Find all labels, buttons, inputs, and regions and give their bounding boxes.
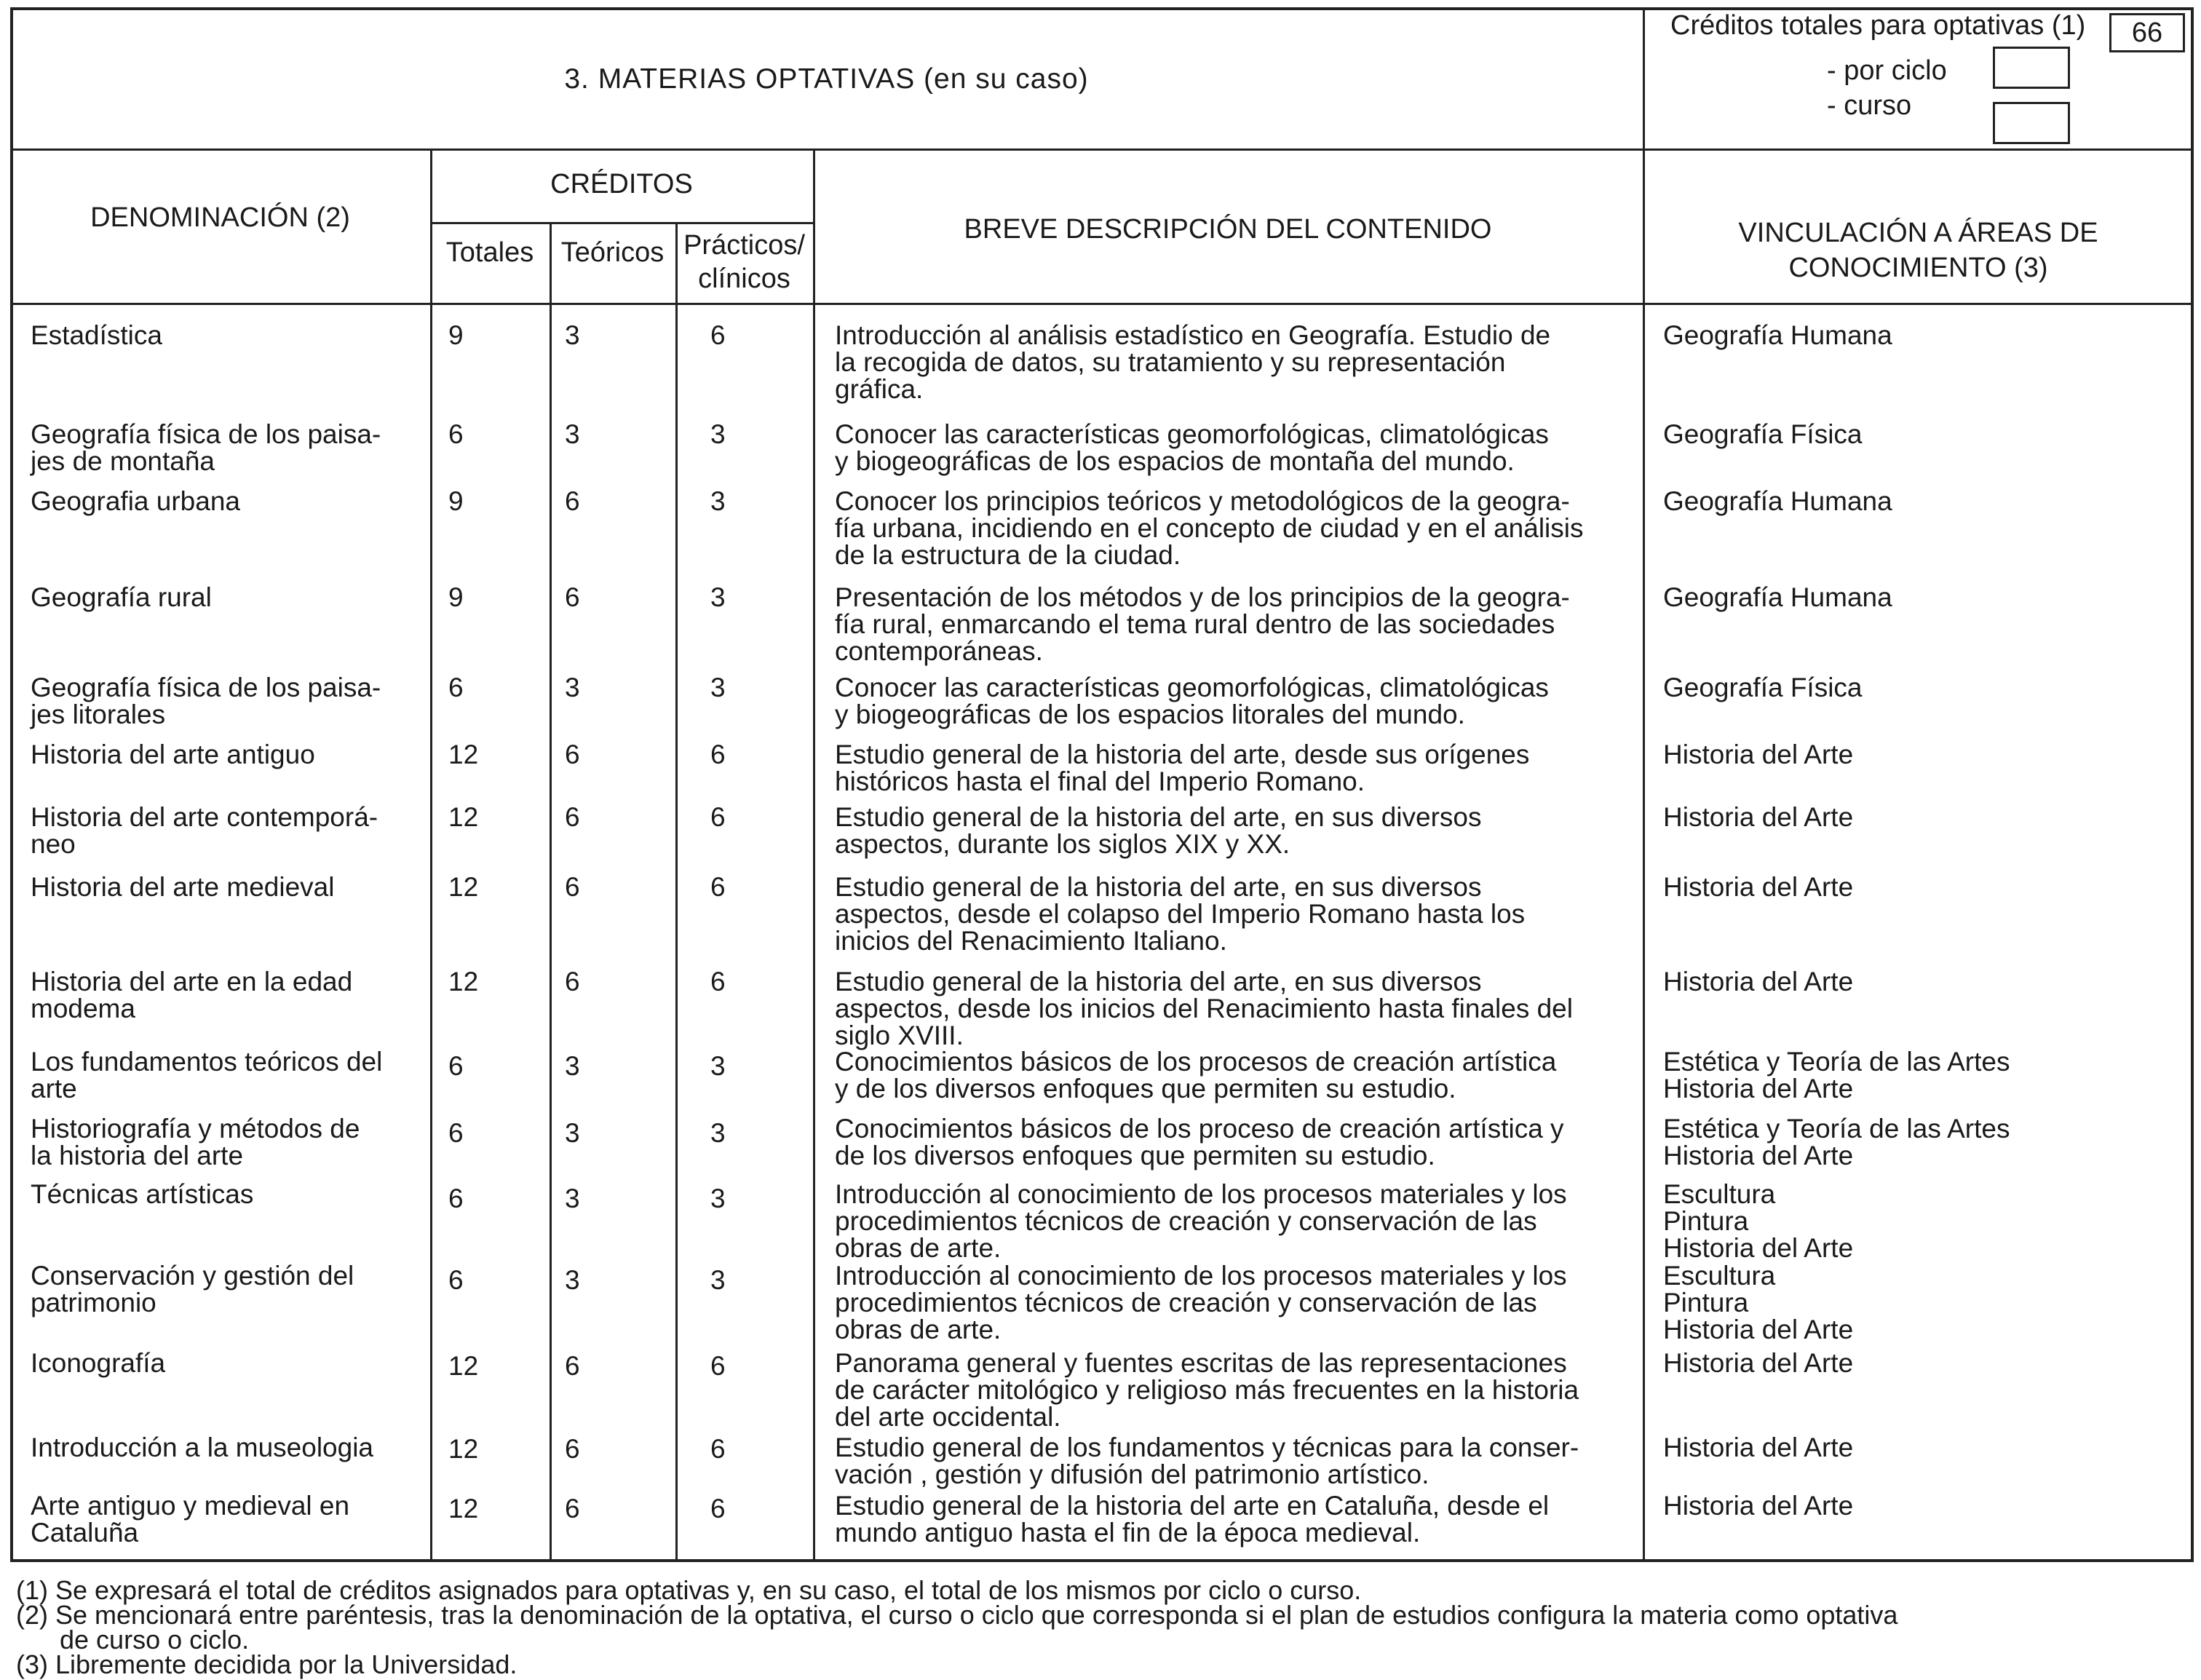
course-name-line: arte — [31, 1074, 77, 1104]
credits-practicos: 3 — [710, 1118, 726, 1148]
credits-totales: 12 — [448, 967, 479, 996]
content-description — [835, 804, 1619, 857]
col-header-vinculacion-line1: VINCULACIÓN A ÁREAS DE — [1738, 218, 2098, 248]
knowledge-areas-line: Geografía Física — [1663, 673, 1863, 702]
content-description — [835, 1181, 1619, 1261]
course-name — [31, 1262, 424, 1316]
course-name-line: Historiografía y métodos de — [31, 1114, 360, 1144]
credits-practicos: 6 — [710, 967, 726, 996]
course-name-line: jes de montaña — [31, 446, 215, 476]
course-name-line: Geografía física de los paisa- — [31, 419, 381, 449]
knowledge-areas — [1663, 804, 2173, 831]
course-name-line: Cataluña — [31, 1518, 139, 1548]
course-name-line: Geografía rural — [31, 582, 212, 612]
knowledge-areas-line: Historia del Arte — [1663, 802, 1854, 832]
knowledge-areas — [1663, 873, 2173, 900]
knowledge-areas-line: Escultura — [1663, 1261, 1776, 1291]
content-description-line: Conocimientos básicos de los procesos de creación artística — [835, 1047, 1557, 1077]
curso-label: - curso — [1827, 90, 1912, 121]
content-description-line: y biogeográficas de los espacios de montaña del mundo. — [835, 446, 1515, 476]
knowledge-areas — [1663, 1492, 2173, 1519]
content-description — [835, 1350, 1619, 1430]
course-name-line: jes litorales — [31, 700, 166, 729]
knowledge-areas — [1663, 1262, 2173, 1343]
credits-totales: 12 — [448, 1434, 479, 1464]
course-name — [31, 421, 424, 475]
credits-teoricos: 6 — [565, 802, 580, 832]
content-description-line: obras de arte. — [835, 1233, 1002, 1263]
content-description — [835, 741, 1619, 795]
knowledge-areas — [1663, 1434, 2173, 1461]
course-name — [31, 873, 424, 900]
content-description-line: Introducción al conocimiento de los procesos materiales y los — [835, 1179, 1567, 1209]
course-name-line: Introducción a la museologia — [31, 1433, 374, 1462]
knowledge-areas — [1663, 1181, 2173, 1261]
knowledge-areas — [1663, 1350, 2173, 1376]
content-description — [835, 1048, 1619, 1102]
column-header-divider — [10, 303, 2194, 305]
course-name-line: Iconografía — [31, 1348, 166, 1378]
course-name-line: modema — [31, 994, 135, 1023]
content-description — [835, 584, 1619, 665]
col-header-denominacion: DENOMINACIÓN (2) — [90, 202, 350, 233]
course-name-line: Técnicas artísticas — [31, 1179, 254, 1209]
content-description-line: mundo antiguo hasta el fin de la época medieval. — [835, 1518, 1421, 1548]
content-description-line: Conocer las características geomorfológicas, climatológicas — [835, 673, 1549, 702]
knowledge-areas-line: Historia del Arte — [1663, 872, 1854, 902]
knowledge-areas — [1663, 741, 2173, 768]
knowledge-areas — [1663, 584, 2173, 611]
knowledge-areas-line: Geografía Humana — [1663, 320, 1892, 350]
credits-practicos: 3 — [710, 582, 726, 612]
content-description-line: de los diversos enfoques que permiten su estudio. — [835, 1141, 1435, 1170]
content-description-line: la recogida de datos, su tratamiento y su representación — [835, 347, 1506, 377]
credits-teoricos: 3 — [565, 419, 580, 449]
credits-practicos: 6 — [710, 1434, 726, 1464]
knowledge-areas-line: Geografía Humana — [1663, 486, 1892, 516]
content-description-line: Estudio general de la historia del arte, en sus diversos — [835, 802, 1482, 832]
credits-teoricos: 6 — [565, 1434, 580, 1464]
content-description-line: Panorama general y fuentes escritas de las representaciones — [835, 1348, 1567, 1378]
credits-practicos: 6 — [710, 802, 726, 832]
knowledge-areas-line: Historia del Arte — [1663, 1491, 1854, 1521]
content-description-line: Estudio general de la historia del arte, en sus diversos — [835, 967, 1482, 996]
credits-total-label: Créditos totales para optativas (1) — [1670, 10, 2086, 41]
knowledge-areas-line: Pintura — [1663, 1288, 1749, 1318]
content-description-line: Introducción al análisis estadístico en Geografía. Estudio de — [835, 320, 1551, 350]
course-name-line: Historia del arte en la edad — [31, 967, 353, 996]
col-header-descripcion: BREVE DESCRIPCIÓN DEL CONTENIDO — [964, 214, 1492, 245]
content-description-line: Presentación de los métodos y de los principios de la geogra- — [835, 582, 1570, 612]
course-name — [31, 1492, 424, 1546]
content-description — [835, 421, 1619, 475]
credits-teoricos: 3 — [565, 673, 580, 702]
course-name-line: Estadística — [31, 320, 162, 350]
course-name — [31, 1350, 424, 1376]
knowledge-areas-line: Historia del Arte — [1663, 1315, 1854, 1344]
content-description-line: del arte occidental. — [835, 1402, 1061, 1432]
knowledge-areas-line: Historia del Arte — [1663, 1074, 1854, 1104]
content-description-line: de carácter mitológico y religioso más frecuentes en la historia — [835, 1375, 1579, 1405]
credits-teoricos: 6 — [565, 872, 580, 902]
content-description-line: vación , gestión y difusión del patrimonio artístico. — [835, 1459, 1429, 1489]
content-description-line: Estudio general de la historia del arte, en sus diversos — [835, 872, 1482, 902]
course-name-line: Geografia urbana — [31, 486, 240, 516]
content-description-line: aspectos, durante los siglos XIX y XX. — [835, 829, 1290, 859]
credits-teoricos: 3 — [565, 1184, 580, 1213]
content-description-line: y de los diversos enfoques que permiten su estudio. — [835, 1074, 1456, 1104]
knowledge-areas — [1663, 322, 2173, 349]
course-name-line: patrimonio — [31, 1288, 156, 1318]
content-description-line: siglo XVIII. — [835, 1021, 964, 1050]
knowledge-areas-line: Historia del Arte — [1663, 740, 1854, 769]
credits-totales: 12 — [448, 802, 479, 832]
course-name — [31, 804, 424, 857]
col-divider-name — [430, 148, 432, 1562]
credits-totales: 9 — [448, 486, 464, 516]
content-description-line: contemporáneas. — [835, 636, 1043, 666]
col-header-practicos — [675, 229, 813, 296]
knowledge-areas — [1663, 421, 2173, 448]
credits-practicos: 3 — [710, 486, 726, 516]
col-header-totales: Totales — [445, 237, 534, 268]
knowledge-areas-line: Estética y Teoría de las Artes — [1663, 1047, 2010, 1077]
creditos-subheader-divider — [430, 222, 813, 224]
content-description — [835, 873, 1619, 954]
credits-practicos: 3 — [710, 1051, 726, 1081]
knowledge-areas-line: Historia del Arte — [1663, 1348, 1854, 1378]
course-name-line: Historia del arte contemporá- — [31, 802, 378, 832]
content-description-line: procedimientos técnicos de creación y conservación de las — [835, 1288, 1537, 1318]
credits-teoricos: 3 — [565, 1265, 580, 1295]
content-description-line: históricos hasta el final del Imperio Romano. — [835, 766, 1365, 796]
credits-practicos: 6 — [710, 1494, 726, 1524]
content-description — [835, 322, 1619, 403]
course-name-line: Historia del arte antiguo — [31, 740, 315, 769]
footnote-2-cont: de curso o ciclo. — [16, 1625, 250, 1655]
col-header-vinculacion — [1643, 215, 2194, 285]
content-description-line: Introducción al conocimiento de los procesos materiales y los — [835, 1261, 1567, 1291]
credits-practicos: 3 — [710, 673, 726, 702]
knowledge-areas-line: Historia del Arte — [1663, 967, 1854, 996]
course-name — [31, 1181, 424, 1208]
course-name — [31, 1434, 424, 1461]
content-description — [835, 1115, 1619, 1169]
knowledge-areas-line: Geografía Humana — [1663, 582, 1892, 612]
col-divider-teoricos — [675, 222, 678, 1562]
course-name — [31, 674, 424, 728]
curso-box — [1993, 102, 2070, 144]
content-description-line: y biogeográficas de los espacios litorales del mundo. — [835, 700, 1465, 729]
credits-totales: 9 — [448, 582, 464, 612]
por-ciclo-box — [1993, 47, 2070, 89]
course-name — [31, 584, 424, 611]
knowledge-areas-line: Historia del Arte — [1663, 1433, 1854, 1462]
credits-totales: 6 — [448, 1184, 464, 1213]
footnote-2: (2) Se mencionará entre paréntesis, tras la denominación de la optativa, el curso o ciclo que corresponda si el plan de estudios configura la materia como optativa — [16, 1600, 1898, 1630]
col-header-practicos-line2: clínicos — [698, 264, 790, 294]
content-description-line: fía rural, enmarcando el tema rural dentro de las sociedades — [835, 609, 1555, 639]
credits-practicos: 3 — [710, 419, 726, 449]
knowledge-areas — [1663, 674, 2173, 701]
knowledge-areas-line: Historia del Arte — [1663, 1233, 1854, 1263]
credits-total-box: 66 — [2109, 13, 2185, 52]
course-name — [31, 968, 424, 1022]
content-description-line: Conocer las características geomorfológicas, climatológicas — [835, 419, 1549, 449]
course-name — [31, 741, 424, 768]
credits-totales: 12 — [448, 1494, 479, 1524]
col-header-creditos: CRÉDITOS — [550, 169, 693, 199]
content-description-line: Conocer los principios teóricos y metodológicos de la geogra- — [835, 486, 1570, 516]
footnote-1: (1) Se expresará el total de créditos asignados para optativas y, en su caso, el total de los mismos por ciclo o curso. — [16, 1575, 1362, 1605]
course-name-line: neo — [31, 829, 76, 859]
credits-practicos: 6 — [710, 740, 726, 769]
credits-practicos: 6 — [710, 320, 726, 350]
content-description-line: aspectos, desde el colapso del Imperio Romano hasta los — [835, 899, 1526, 929]
content-description — [835, 968, 1619, 1049]
knowledge-areas-line: Historia del Arte — [1663, 1141, 1854, 1170]
knowledge-areas-line: Escultura — [1663, 1179, 1776, 1209]
content-description-line: inicios del Renacimiento Italiano. — [835, 926, 1227, 956]
knowledge-areas — [1663, 1115, 2173, 1169]
content-description-line: Estudio general de la historia del arte en Cataluña, desde el — [835, 1491, 1550, 1521]
content-description-line: fía urbana, incidiendo en el concepto de ciudad y en el análisis — [835, 513, 1584, 543]
knowledge-areas-line: Pintura — [1663, 1206, 1749, 1236]
content-description — [835, 488, 1619, 568]
content-description — [835, 1262, 1619, 1343]
course-name-line: la historia del arte — [31, 1141, 244, 1170]
credits-teoricos: 6 — [565, 1351, 580, 1381]
knowledge-areas — [1663, 1048, 2173, 1102]
credits-teoricos: 6 — [565, 1494, 580, 1524]
credits-practicos: 3 — [710, 1265, 726, 1295]
credits-totales: 9 — [448, 320, 464, 350]
course-name-line: Arte antiguo y medieval en — [31, 1491, 350, 1521]
col-header-teoricos: Teóricos — [560, 237, 665, 268]
content-description-line: gráfica. — [835, 374, 924, 404]
por-ciclo-label: - por ciclo — [1827, 55, 1947, 86]
course-name — [31, 1115, 424, 1169]
credits-totales: 12 — [448, 872, 479, 902]
course-name — [31, 488, 424, 515]
content-description-line: Conocimientos básicos de los proceso de creación artística y — [835, 1114, 1564, 1144]
col-divider-totales — [550, 222, 552, 1562]
content-description-line: Estudio general de los fundamentos y técnicas para la conser- — [835, 1433, 1579, 1462]
credits-totales: 6 — [448, 1265, 464, 1295]
credits-teoricos: 6 — [565, 582, 580, 612]
col-header-vinculacion-line2: CONOCIMIENTO (3) — [1788, 253, 2048, 283]
credits-teoricos: 6 — [565, 740, 580, 769]
content-description — [835, 1434, 1619, 1488]
course-name-line: Conservación y gestión del — [31, 1261, 354, 1291]
knowledge-areas-line: Geografía Física — [1663, 419, 1863, 449]
content-description-line: Estudio general de la historia del arte, desde sus orígenes — [835, 740, 1530, 769]
credits-totales: 6 — [448, 1118, 464, 1148]
col-header-practicos-line1: Prácticos/ — [683, 230, 805, 261]
content-description — [835, 674, 1619, 728]
credits-totales: 12 — [448, 1351, 479, 1381]
credits-totales: 6 — [448, 673, 464, 702]
course-name-line: Geografía física de los paisa- — [31, 673, 381, 702]
course-name — [31, 1048, 424, 1102]
credits-teoricos: 6 — [565, 967, 580, 996]
credits-totales: 6 — [448, 419, 464, 449]
knowledge-areas-line: Estética y Teoría de las Artes — [1663, 1114, 2010, 1144]
credits-teoricos: 3 — [565, 320, 580, 350]
credits-teoricos: 3 — [565, 1051, 580, 1081]
content-description-line: procedimientos técnicos de creación y conservación de las — [835, 1206, 1537, 1236]
footnotes — [16, 1575, 2185, 1679]
credits-totales: 6 — [448, 1051, 464, 1081]
credits-totales: 12 — [448, 740, 479, 769]
content-description-line: obras de arte. — [835, 1315, 1002, 1344]
section-title: 3. MATERIAS OPTATIVAS (en su caso) — [564, 63, 1089, 95]
col-divider-practicos — [813, 148, 815, 1562]
credits-teoricos: 6 — [565, 486, 580, 516]
credits-practicos: 3 — [710, 1184, 726, 1213]
content-description-line: aspectos, desde los inicios del Renacimiento hasta finales del — [835, 994, 1573, 1023]
course-name-line: Historia del arte medieval — [31, 872, 335, 902]
knowledge-areas — [1663, 488, 2173, 515]
credits-practicos: 6 — [710, 872, 726, 902]
credits-practicos: 6 — [710, 1351, 726, 1381]
knowledge-areas — [1663, 968, 2173, 995]
footnote-3: (3) Libremente decidida por la Universidad. — [16, 1649, 517, 1679]
content-description-line: de la estructura de la ciudad. — [835, 540, 1181, 570]
course-name — [31, 322, 424, 349]
content-description — [835, 1492, 1619, 1546]
credits-teoricos: 3 — [565, 1118, 580, 1148]
course-name-line: Los fundamentos teóricos del — [31, 1047, 383, 1077]
